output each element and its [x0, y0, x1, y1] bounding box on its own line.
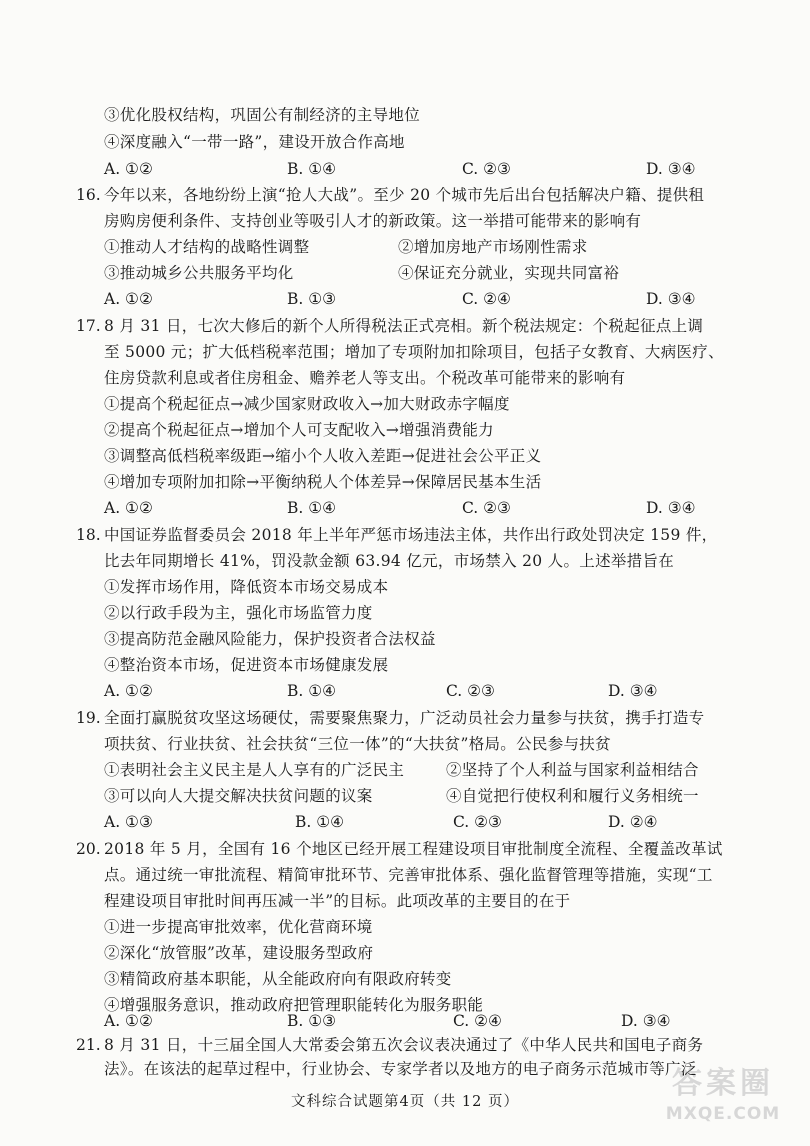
- option-b: B. ①④: [287, 682, 337, 700]
- option-b: B. ①③: [287, 290, 337, 308]
- question-stem: 点。通过统一审批流程、精简审批环节、完善审批体系、强化监督管理等措施，实现“工: [104, 866, 713, 884]
- question-number: 17.: [76, 317, 101, 335]
- option-a: A. ①②: [104, 499, 153, 517]
- option-d: D. ③④: [621, 1012, 671, 1030]
- question-number: 20.: [76, 840, 101, 858]
- option-c: C. ②③: [453, 813, 502, 831]
- item-line: ④增加专项附加扣除→平衡纳税人个体差异→保障居民基本生活: [104, 473, 542, 491]
- option-d: D. ③④: [646, 290, 696, 308]
- option-a: A. ①②: [104, 1012, 153, 1030]
- question-stem: 中国证券监督委员会 2018 年上半年严惩市场违法主体，共作出行政处罚决定 159 件，: [104, 526, 718, 544]
- item-line: ①进一步提高审批效率，优化营商环境: [104, 918, 373, 936]
- item-line: ③调整高低档税率级距→缩小个人收入差距→促进社会公平正义: [104, 447, 542, 465]
- question-stem: 8 月 31 日，十三届全国人大常委会第五次会议表决通过了《中华人民共和国电子商务: [104, 1036, 704, 1054]
- item-line: ①发挥市场作用，降低资本市场交易成本: [104, 578, 389, 596]
- option-d: D. ②④: [608, 813, 658, 831]
- question-stem: 项扶贫、行业扶贫、社会扶贫“三位一体”的“大扶贫”格局。公民参与扶贫: [104, 735, 611, 753]
- option-a: A. ①②: [104, 682, 153, 700]
- item-line: ③推动城乡公共服务平均化: [104, 264, 294, 282]
- question-stem: 8 月 31 日，七次大修后的新个人所得税法正式亮相。新个税法规定：个税起征点上调: [104, 317, 704, 335]
- question-stem: 至 5000 元；扩大低档税率范围；增加了专项附加扣除项目，包括子女教育、大病医疗、: [104, 343, 724, 361]
- option-c: C. ②③: [446, 682, 495, 700]
- option-c: C. ②③: [462, 160, 511, 178]
- option-d: D. ③④: [646, 160, 696, 178]
- item-line: ②以行政手段为主，强化市场监管力度: [104, 604, 373, 622]
- question-number: 21.: [76, 1036, 101, 1054]
- item-line: ②深化“放管服”改革，建设服务型政府: [104, 944, 374, 962]
- option-b: B. ①④: [287, 499, 337, 517]
- item-line: ②坚持了个人利益与国家利益相结合: [446, 761, 699, 779]
- item-line: ①推动人才结构的战略性调整: [104, 238, 310, 256]
- question-stem: 比去年同期增长 41%，罚没款金额 63.94 亿元，市场禁入 20 人。上述举措旨在: [104, 552, 675, 570]
- question-number: 16.: [76, 186, 101, 204]
- question-stem: 2018 年 5 月，全国有 16 个地区已经开展工程建设项目审批制度全流程、全覆盖改革试: [104, 840, 723, 858]
- question-number: 18.: [76, 526, 101, 544]
- item-line: ②增加房地产市场刚性需求: [398, 238, 588, 256]
- option-c: C. ②④: [453, 1012, 502, 1030]
- question-stem: 房购房便利条件、支持创业等吸引人才的新政策。这一举措可能带来的影响有: [104, 212, 642, 230]
- item-line: ④保证充分就业，实现共同富裕: [398, 264, 620, 282]
- option-a: A. ①②: [104, 160, 153, 178]
- item-line: ④增强服务意识，推动政府把管理职能转化为服务职能: [104, 996, 484, 1014]
- option-a: A. ①②: [104, 290, 153, 308]
- option-b: B. ①④: [295, 813, 345, 831]
- option-d: D. ③④: [646, 499, 696, 517]
- item-line: ③优化股权结构，巩固公有制经济的主导地位: [104, 106, 421, 124]
- question-stem: 今年以来，各地纷纷上演“抢人大战”。至少 20 个城市先后出台包括解决户籍、提供租: [104, 186, 705, 204]
- item-line: ④深度融入“一带一路”，建设开放合作高地: [104, 133, 405, 151]
- option-c: C. ②④: [462, 290, 511, 308]
- item-line: ③可以向人大提交解决扶贫问题的议案: [104, 787, 373, 805]
- item-line: ③精简政府基本职能，从全能政府向有限政府转变: [104, 970, 452, 988]
- option-c: C. ②③: [462, 499, 511, 517]
- page-footer: 文科综合试题第4页（共 12 页）: [291, 1094, 519, 1110]
- item-line: ④整治资本市场，促进资本市场健康发展: [104, 656, 389, 674]
- question-stem: 全面打赢脱贫攻坚这场硬仗，需要聚焦聚力，广泛动员社会力量参与扶贫，携手打造专: [104, 709, 705, 727]
- option-b: B. ①④: [287, 160, 337, 178]
- item-line: ①提高个税起征点→减少国家财政收入→加大财政赤字幅度: [104, 395, 510, 413]
- question-stem: 住房贷款利息或者住房租金、赡养老人等支出。个税改革可能带来的影响有: [104, 369, 626, 387]
- item-line: ②提高个税起征点→增加个人可支配收入→增强消费能力: [104, 421, 494, 439]
- option-d: D. ③④: [608, 682, 658, 700]
- question-number: 19.: [76, 709, 101, 727]
- question-stem: 法》。在该法的起草过程中，行业协会、专家学者以及地方的电子商务示范城市等广泛: [104, 1060, 697, 1078]
- watermark-logo-text: 答案圈: [672, 1066, 774, 1101]
- item-line: ①表明社会主义民主是人人享有的广泛民主: [104, 761, 405, 779]
- option-b: B. ①③: [287, 1012, 337, 1030]
- item-line: ③提高防范金融风险能力，保护投资者合法权益: [104, 630, 436, 648]
- question-stem: 程建设项目审批时间再压减一半”的目标。此项改革的主要目的在于: [104, 892, 571, 910]
- watermark-site-text: MXQE.COM: [665, 1104, 781, 1124]
- option-a: A. ①③: [104, 813, 153, 831]
- item-line: ④自觉把行使权利和履行义务相统一: [446, 787, 699, 805]
